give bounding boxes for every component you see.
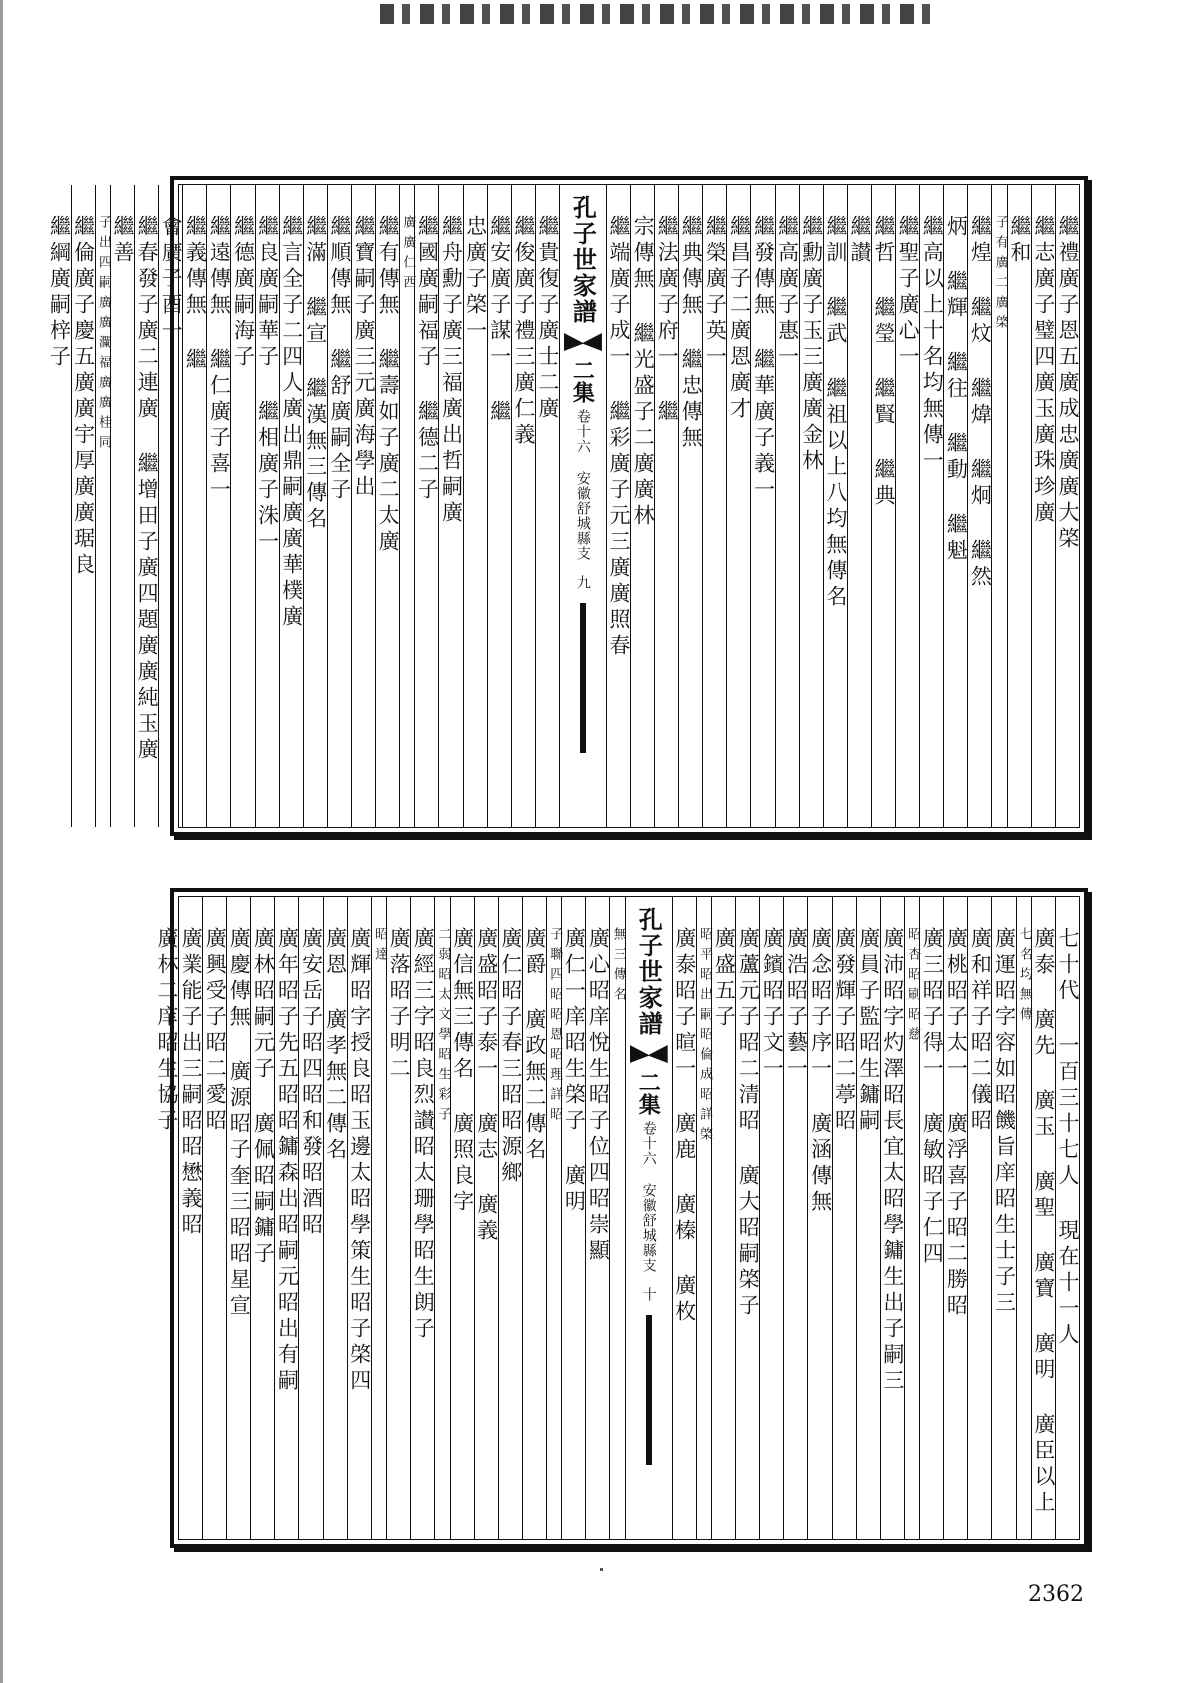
genealogy-text: 忠廣子棨一 <box>463 215 488 345</box>
genealogy-text: 廣浩昭子藝一 <box>784 927 809 1083</box>
panel-grid <box>155 896 1080 1540</box>
genealogy-entry-column <box>775 185 799 827</box>
genealogy-text: 宗傳無 繼光盛子二廣廣林 <box>631 215 656 530</box>
genealogy-note-column <box>904 897 919 1539</box>
genealogy-text: 廣慶傳無 廣源昭子奎三昭昭星宣 <box>227 927 252 1320</box>
genealogy-text: 繼榮廣子英一 <box>703 215 728 371</box>
genealogy-entry-column <box>158 185 182 827</box>
genealogy-entry-column <box>880 897 904 1539</box>
genealogy-text: 廣林二庠昭生協子 <box>155 927 180 1135</box>
genealogy-note-column <box>434 897 449 1539</box>
genealogy-text: 繼滿 繼宣 繼漢無三傳名 <box>303 215 328 533</box>
genealogy-text: 繼義傳無 繼 <box>183 215 208 374</box>
collection-label: 二集 <box>569 359 596 403</box>
genealogy-entry-column <box>1055 897 1079 1539</box>
genealogy-text: 繼寶嗣子廣三元廣海學出 <box>351 215 376 501</box>
genealogy-entry-column <box>463 185 487 827</box>
genealogy-entry-column <box>823 185 847 827</box>
genealogy-entry-column <box>1007 185 1031 827</box>
genealogy-text: 廣泰 廣先 廣玉 廣聖 廣寶 廣明 廣臣以上 <box>1031 927 1056 1517</box>
genealogy-text: 昭平昭出嗣昭倫成昭詳棨 <box>697 927 713 1147</box>
genealogy-text: 廣信無三傳名 廣照良字 <box>450 927 475 1216</box>
genealogy-entry-column <box>347 897 371 1539</box>
genealogy-entry-column <box>327 185 351 827</box>
fish-tail-mark <box>630 1045 668 1063</box>
genealogy-text: 子出四嗣廣廣瀾福廣廣桂同 <box>95 215 111 455</box>
genealogy-note-column <box>991 185 1006 827</box>
genealogy-entry-column <box>847 185 871 827</box>
genealogy-text: 繼聖子廣心一 <box>896 215 921 371</box>
genealogy-text: 繼遠傳無 繼仁廣子喜一 <box>207 215 232 504</box>
leaf-number: 十 <box>640 1287 657 1301</box>
genealogy-text: 廣泰昭子暄一 廣鹿 廣榛 廣枚 <box>672 927 697 1326</box>
volume-label: 卷十六 安徽舒城縣支 <box>640 1121 657 1273</box>
genealogy-text: 廣發輝子昭二葶昭 <box>832 927 857 1135</box>
genealogy-text: 炳 繼輝 繼往 繼動 繼魁 <box>944 215 969 565</box>
genealogy-text: 七名均無傳 <box>1016 927 1032 1027</box>
genealogy-text: 繼綱廣嗣梓子 <box>47 215 72 371</box>
genealogy-entry-column <box>71 185 95 827</box>
genealogy-entry-column <box>522 897 546 1539</box>
genealogy-text: 繼訓 繼武 繼祖以上八均無傳名 <box>823 215 848 611</box>
genealogy-entry-column <box>630 185 654 827</box>
book-title: 孔子世家譜 <box>634 907 664 1037</box>
genealogy-entry-column <box>832 897 856 1539</box>
genealogy-entry-column <box>678 185 702 827</box>
genealogy-entry-column <box>410 897 434 1539</box>
genealogy-text: 子有廣二廣棨 <box>992 215 1008 335</box>
genealogy-text: 繼煌 繼炆 繼煒 繼炯 繼然 <box>968 215 993 591</box>
genealogy-text: 繼善 <box>111 215 136 267</box>
genealogy-entry-column <box>606 185 630 827</box>
fish-tail-mark <box>564 333 602 351</box>
genealogy-entry-column <box>182 185 206 827</box>
genealogy-text: 廣仁一庠昭生棨子 廣明 <box>562 927 587 1216</box>
genealogy-text: 繼禮廣子恩五廣成忠廣廣大棨 <box>1056 215 1080 553</box>
genealogy-entry-column <box>250 897 274 1539</box>
genealogy-text: 七十代 一百三十七人 現在十一人 <box>1056 927 1080 1349</box>
scanned-header-strip <box>380 4 940 24</box>
genealogy-entry-column <box>585 897 609 1539</box>
genealogy-text: 繼高以上十名均無傳一 <box>920 215 945 475</box>
genealogy-entry-column <box>991 897 1015 1539</box>
genealogy-text: 廣三昭子得一 廣敏昭子仁四 <box>920 927 945 1268</box>
genealogy-entry-column <box>450 897 474 1539</box>
genealogy-text: 繼有傳無 繼壽如子廣二太廣 <box>376 215 401 556</box>
scan-speck <box>600 1568 603 1571</box>
genealogy-text: 廣年昭子先五昭昭鏞森出昭嗣元昭出有嗣 <box>275 927 300 1395</box>
genealogy-text: 廣蘆元子昭二清昭 廣大昭嗣棨子 <box>736 927 761 1320</box>
genealogy-entry-column <box>155 897 178 1539</box>
genealogy-text: 繼讃 <box>847 215 872 267</box>
genealogy-text: 繼言全子二四人廣出鼎嗣廣廣華樸廣 <box>279 215 304 631</box>
genealogy-text: 廣桃昭子太一 廣浮喜子昭二勝昭 <box>944 927 969 1320</box>
genealogy-entry-column <box>375 185 399 827</box>
genealogy-entry-column <box>255 185 279 827</box>
genealogy-entry-column <box>654 185 678 827</box>
genealogy-text: 繼安廣子謀一 繼 <box>487 215 512 426</box>
genealogy-entry-column <box>134 185 158 827</box>
genealogy-text: 繼發傳無 繼華廣子義一 <box>751 215 776 504</box>
genealogy-entry-column <box>438 185 462 827</box>
genealogy-text: 會廣子酉一 <box>159 215 184 345</box>
genealogy-text: 繼俊廣子禮三廣仁義 <box>511 215 536 449</box>
genealogy-entry-column <box>711 897 735 1539</box>
genealogy-entry-column <box>783 897 807 1539</box>
genealogy-entry-column <box>672 897 696 1539</box>
genealogy-note-column <box>1016 897 1031 1539</box>
genealogy-entry-column <box>178 897 202 1539</box>
genealogy-text: 昭達 <box>372 927 388 967</box>
genealogy-note-column <box>609 897 624 1539</box>
spine-bar <box>646 1315 652 1465</box>
genealogy-entry-column <box>279 185 303 827</box>
genealogy-entry-column <box>1031 897 1055 1539</box>
genealogy-entry-column <box>856 897 880 1539</box>
genealogy-entry-column <box>230 185 254 827</box>
genealogy-entry-column <box>206 185 230 827</box>
genealogy-entry-column <box>807 897 831 1539</box>
genealogy-entry-column <box>303 185 327 827</box>
genealogy-entry-column <box>202 897 226 1539</box>
genealogy-entry-column <box>298 897 322 1539</box>
genealogy-entry-column <box>323 897 347 1539</box>
genealogy-text: 廣員子監昭生鏞嗣 <box>856 927 881 1135</box>
genealogy-entry-column <box>386 897 410 1539</box>
genealogy-entry-column <box>702 185 726 827</box>
genealogy-text: 廣和祥子昭二儀昭 <box>968 927 993 1135</box>
genealogy-note-column <box>546 897 561 1539</box>
genealogy-text: 廣沛昭字灼澤昭長宜太昭學鏞生出子嗣三 <box>880 927 905 1395</box>
genealogy-text: 廣鑌昭子文一 <box>760 927 785 1083</box>
volume-label: 卷十六 安徽舒城縣支 <box>574 409 591 561</box>
genealogy-text: 廣落昭子明二 <box>387 927 412 1083</box>
genealogy-entry-column <box>871 185 895 827</box>
genealogy-text: 廣盛五子 <box>712 927 737 1031</box>
genealogy-entry-column <box>226 897 250 1539</box>
genealogy-text: 繼和 <box>1007 215 1032 267</box>
genealogy-text: 無三傳名 <box>610 927 626 1007</box>
genealogy-text: 繼國廣嗣福子 繼德二子 <box>415 215 440 504</box>
genealogy-text: 廣仁昭子春三昭昭源鄉 <box>498 927 523 1187</box>
genealogy-note-column <box>399 185 414 827</box>
genealogy-entry-column <box>487 185 511 827</box>
genealogy-panel-top <box>47 176 1088 836</box>
genealogy-text: 廣業能子出三嗣昭昭懋義昭 <box>179 927 204 1239</box>
genealogy-entry-column <box>1055 185 1079 827</box>
genealogy-text: 繼典傳無 繼忠傳無 <box>679 215 704 452</box>
genealogy-text: 子聯四昭昭恩昭理詳昭 <box>547 927 563 1127</box>
genealogy-entry-column <box>535 185 559 827</box>
panel-grid <box>47 184 1080 828</box>
genealogy-entry-column <box>943 897 967 1539</box>
spine-bar <box>580 603 586 753</box>
genealogy-text: 廣廣仁西 <box>400 215 416 295</box>
genealogy-text: 繼昌子二廣恩廣才 <box>727 215 752 423</box>
genealogy-text: 繼哲 繼瑩 繼賢 繼典 <box>872 215 897 510</box>
genealogy-text: 廣爵 廣政無二傳名 <box>522 927 547 1164</box>
genealogy-text: 廣運昭字容如昭饑旨庠昭生士子三 <box>992 927 1017 1317</box>
genealogy-text: 繼勳廣子玉三廣廣金林 <box>799 215 824 475</box>
genealogy-entry-column <box>474 897 498 1539</box>
genealogy-entry-column <box>967 185 991 827</box>
genealogy-text: 廣念昭子序一 廣涵傳無 <box>808 927 833 1216</box>
genealogy-text: 繼貴復子廣士二廣 <box>535 215 560 423</box>
genealogy-note-column <box>696 897 711 1539</box>
genealogy-entry-column <box>47 185 70 827</box>
genealogy-text: 廣盛昭子泰一 廣志 廣義 <box>474 927 499 1245</box>
genealogy-text: 廣輝昭字授良昭玉邊太昭學策生昭子棨四 <box>347 927 372 1395</box>
genealogy-text: 繼志廣子璧四廣玉廣珠珍廣 <box>1031 215 1056 527</box>
genealogy-entry-column <box>351 185 375 827</box>
genealogy-text: 繼德廣嗣海子 <box>231 215 256 371</box>
genealogy-text: 廣安岳子昭四昭和發昭酒昭 <box>299 927 324 1239</box>
genealogy-entry-column <box>919 185 943 827</box>
genealogy-note-column <box>95 185 110 827</box>
page-left-edge <box>0 0 3 1683</box>
genealogy-entry-column <box>759 897 783 1539</box>
genealogy-entry-column <box>943 185 967 827</box>
book-spine-column <box>625 897 672 1539</box>
leaf-number: 九 <box>574 575 591 589</box>
genealogy-entry-column <box>919 897 943 1539</box>
genealogy-text: 繼良廣嗣華子 繼相廣子洙一 <box>255 215 280 556</box>
genealogy-entry-column <box>561 897 585 1539</box>
genealogy-text: 繼高廣子惠一 <box>775 215 800 371</box>
genealogy-entry-column <box>1031 185 1055 827</box>
collection-label: 二集 <box>635 1071 662 1115</box>
genealogy-text: 廣經三字昭良烈讃昭太珊學昭生朗子 <box>411 927 436 1343</box>
genealogy-text: 繼端廣子成一 繼彩廣子元三廣廣照春 <box>607 215 632 660</box>
genealogy-entry-column <box>799 185 823 827</box>
genealogy-text: 廣恩 廣孝無二傳名 <box>323 927 348 1164</box>
genealogy-note-column <box>371 897 386 1539</box>
genealogy-text: 廣興受子昭二愛昭 <box>203 927 228 1135</box>
genealogy-entry-column <box>735 897 759 1539</box>
genealogy-entry-column <box>414 185 438 827</box>
book-title: 孔子世家譜 <box>568 195 598 325</box>
genealogy-text: 昭杏昭刷昭慈 <box>905 927 921 1047</box>
genealogy-entry-column <box>498 897 522 1539</box>
genealogy-entry-column <box>274 897 298 1539</box>
genealogy-entry-column <box>110 185 134 827</box>
genealogy-text: 廣林昭嗣元子 廣佩昭嗣鏞子 <box>251 927 276 1268</box>
page-number: 2362 <box>1028 1582 1084 1607</box>
genealogy-entry-column <box>895 185 919 827</box>
genealogy-entry-column <box>750 185 774 827</box>
genealogy-panel-bottom <box>155 888 1088 1548</box>
book-spine-column <box>559 185 606 827</box>
genealogy-text: 繼法廣子府一 繼 <box>655 215 680 426</box>
genealogy-entry-column <box>511 185 535 827</box>
genealogy-text: 繼倫廣子慶五廣廣宇厚廣廣琚良 <box>71 215 96 579</box>
genealogy-text: 廣心昭庠悅生昭子位四昭崇顯 <box>586 927 611 1265</box>
genealogy-text: 繼春發子廣二連廣 繼增田子廣四題廣廣純玉廣 <box>135 215 160 764</box>
genealogy-text: 繼順傳無 繼舒廣嗣全子 <box>327 215 352 504</box>
genealogy-entry-column <box>726 185 750 827</box>
genealogy-text: 二弱昭太文學昭生彩子 <box>435 927 451 1127</box>
genealogy-text: 繼舟勳子廣三福廣出哲嗣廣 <box>439 215 464 527</box>
genealogy-entry-column <box>967 897 991 1539</box>
